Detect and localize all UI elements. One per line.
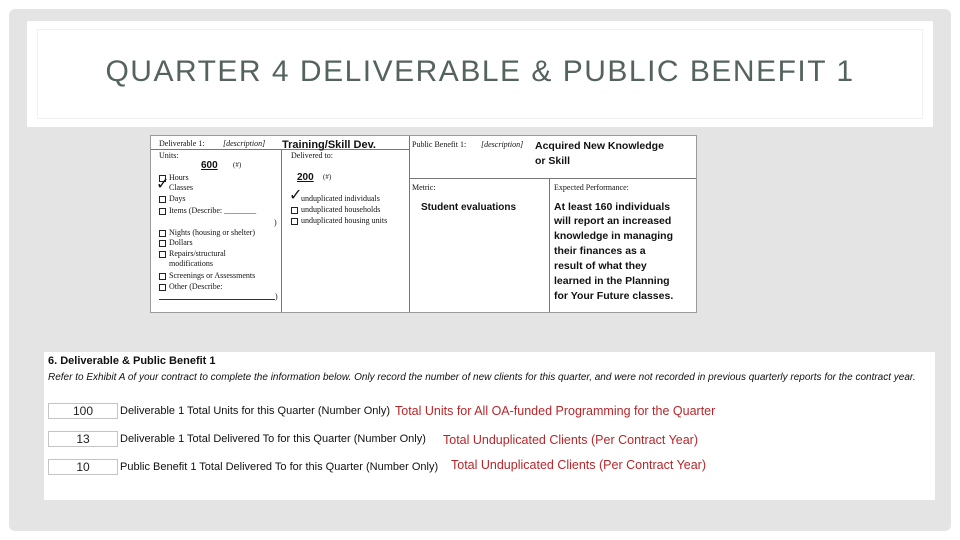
deliverable-delivered-label: Deliverable 1 Total Delivered To for this Quarter (Number Only)	[120, 433, 426, 445]
unit-option-nights: Nights (housing or shelter)	[159, 228, 255, 237]
items-paren: )	[274, 218, 277, 227]
pb-value-1: Acquired New Knowledge	[535, 140, 664, 152]
unit-option-classes: Classes	[169, 183, 193, 192]
expected-line: knowledge in managing	[554, 230, 674, 242]
metric-value: Student evaluations	[421, 202, 517, 213]
unit-option-dollars: Dollars	[159, 238, 193, 247]
checkbox-icon	[159, 251, 166, 258]
deliverable-desc: [description]	[223, 139, 266, 148]
checkbox-icon	[159, 284, 166, 291]
units-label: Units:	[159, 151, 179, 160]
pb-desc: [description]	[481, 140, 524, 149]
unit-option-days: Days	[159, 194, 185, 203]
other-underline	[159, 299, 275, 300]
expected-line: for Your Future classes.	[554, 290, 674, 302]
deliverable-cell	[151, 136, 410, 312]
unit-option-other: Other (Describe:	[159, 282, 223, 291]
unit-option-items: Items (Describe: ________	[159, 206, 256, 215]
slide-title: QUARTER 4 DELIVERABLE & PUBLIC BENEFIT 1	[105, 55, 855, 88]
checkbox-icon	[159, 230, 166, 237]
expected-line: At least 160 individuals	[554, 201, 671, 213]
expected-line: result of what they	[554, 260, 647, 272]
pb-value-2: or Skill	[535, 155, 571, 167]
column-divider	[549, 178, 550, 312]
public-benefit-cell	[409, 136, 696, 312]
delivered-hash: (#)	[323, 173, 332, 181]
checkmark-icon: ✓	[156, 174, 170, 193]
checkbox-icon	[291, 207, 298, 214]
deliverable-value: Training/Skill Dev.	[282, 139, 376, 151]
units-value: 600	[201, 160, 218, 171]
unit-option-hours: Hours	[159, 173, 189, 182]
public-benefit-delivered-label: Public Benefit 1 Total Delivered To for this Quarter (Number Only)	[120, 461, 439, 473]
other-paren: )	[275, 292, 278, 301]
checkbox-icon	[159, 240, 166, 247]
delivered-to-label: Delivered to:	[291, 151, 333, 160]
public-benefit-header	[409, 136, 696, 179]
expected-line: learned in the Planning	[554, 275, 670, 287]
column-divider	[281, 149, 282, 312]
section-instructions: Refer to Exhibit A of your contract to complete the information below. Only record the number of new clients for this quarter, and were not recorded in previous quarterly reports for the contract year.	[48, 372, 916, 383]
section-6-panel	[44, 352, 935, 500]
deliverable-units-input[interactable]: 100	[48, 403, 118, 419]
unit-option-repairs-2: modifications	[169, 259, 213, 268]
pb-label: Public Benefit 1:	[412, 140, 467, 149]
checkbox-icon	[159, 208, 166, 215]
checkbox-icon	[159, 273, 166, 280]
delivered-option-households: unduplicated households	[291, 205, 380, 214]
deliverable-header	[151, 136, 409, 150]
scanned-form	[150, 135, 697, 313]
deliverable-units-label: Deliverable 1 Total Units for this Quarter (Number Only)	[120, 405, 391, 417]
expected-line: their finances as a	[554, 245, 646, 257]
unit-option-repairs: Repairs/structural	[159, 249, 226, 258]
checkbox-icon	[159, 196, 166, 203]
deliverable-label: Deliverable 1:	[159, 139, 205, 148]
metric-label: Metric:	[412, 183, 436, 192]
title-panel	[27, 21, 933, 127]
expected-label: Expected Performance:	[554, 183, 629, 192]
checkbox-icon	[291, 218, 298, 225]
public-benefit-delivered-note: Total Unduplicated Clients (Per Contract Year)	[451, 458, 706, 472]
delivered-value: 200	[297, 172, 314, 183]
section-heading: 6. Deliverable & Public Benefit 1	[48, 355, 216, 367]
unit-option-screenings: Screenings or Assessments	[159, 271, 255, 280]
deliverable-delivered-note: Total Unduplicated Clients (Per Contract Year)	[443, 433, 698, 447]
delivered-option-individuals: unduplicated individuals	[301, 194, 380, 203]
units-hash: (#)	[233, 161, 242, 169]
deliverable-units-note: Total Units for All OA-funded Programming for the Quarter	[395, 404, 716, 418]
delivered-option-housing: unduplicated housing units	[291, 216, 387, 225]
expected-line: will report an increased	[554, 215, 672, 227]
deliverable-delivered-input[interactable]: 13	[48, 431, 118, 447]
checkmark-icon: ✓	[289, 185, 303, 204]
public-benefit-delivered-input[interactable]: 10	[48, 459, 118, 475]
